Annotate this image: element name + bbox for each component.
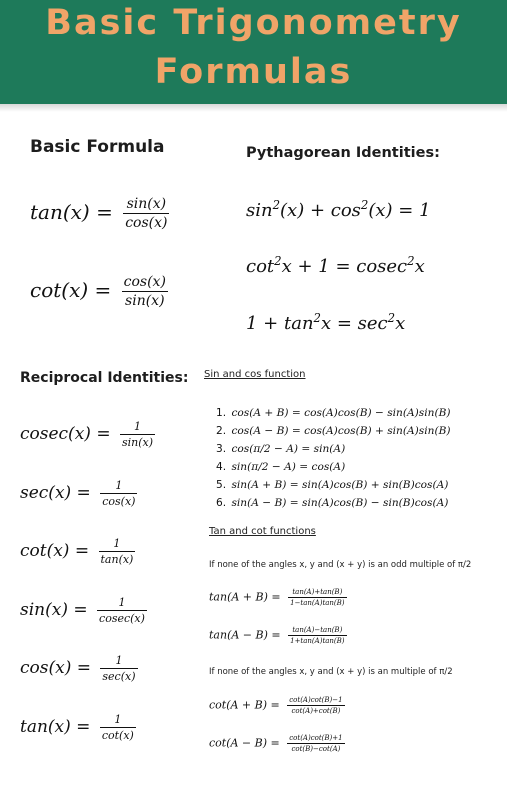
formula-lhs: cot(A − B) =	[209, 736, 280, 750]
fraction	[123, 196, 169, 231]
fraction	[99, 537, 136, 566]
formula-lhs: cot(A + B) =	[209, 698, 280, 712]
formula-lhs: tan(A + B) =	[209, 590, 281, 604]
expr-part: cot	[246, 256, 275, 277]
reciprocal-cot	[20, 537, 135, 566]
fraction-numerator: 1	[100, 713, 136, 728]
item-expression: sin(π/2 − A) = cos(A)	[231, 461, 346, 473]
reciprocal-cosec	[20, 420, 155, 449]
fraction-denominator: sin(x)	[125, 293, 165, 309]
reciprocal-cos	[20, 654, 138, 683]
fraction	[100, 713, 136, 742]
formula-lhs: tan(A − B) =	[209, 628, 281, 642]
basic-formula-cot	[30, 274, 168, 309]
title-line-1: Basic Trigonometry	[45, 3, 462, 43]
cot-sum-formula	[209, 696, 345, 715]
fraction	[100, 654, 137, 683]
formula-lhs: cot(x) =	[20, 541, 90, 561]
expr-part: x + 1 = cosec	[281, 256, 408, 277]
basic-formula-heading: Basic Formula	[30, 137, 165, 157]
tan-cot-subheading: Tan and cot functions	[209, 526, 316, 537]
fraction	[288, 626, 346, 645]
fraction-denominator: cot(A)+cot(B)	[291, 707, 341, 715]
fraction-numerator: cot(A)cot(B)−1	[289, 696, 343, 704]
exponent: 2	[387, 311, 396, 325]
item-number: 5.	[216, 479, 227, 491]
tan-sum-formula	[209, 588, 347, 607]
fraction-denominator: cos(x)	[102, 495, 136, 508]
reciprocal-heading: Reciprocal Identities:	[20, 370, 189, 386]
fraction-numerator: 1	[100, 479, 137, 494]
exponent: 2	[272, 198, 281, 212]
item-number: 3.	[216, 443, 227, 455]
fraction-denominator: cot(B)−cot(A)	[291, 745, 341, 753]
tan-diff-formula	[209, 626, 347, 645]
fraction	[122, 274, 168, 309]
exponent: 2	[313, 311, 321, 325]
list-item	[216, 422, 451, 440]
formula-lhs: tan(x) =	[20, 717, 91, 737]
formula-lhs: cot(x) =	[30, 278, 112, 302]
cot-diff-formula	[209, 734, 345, 753]
list-item	[216, 476, 451, 494]
item-number: 1.	[216, 407, 227, 419]
multiple-note: If none of the angles x, y and (x + y) is an multiple of π/2	[209, 667, 453, 677]
fraction	[287, 696, 344, 715]
formula-lhs: sec(x) =	[20, 483, 91, 503]
fraction	[288, 588, 346, 607]
item-expression: cos(A − B) = cos(A)cos(B) + sin(A)sin(B)	[231, 425, 451, 437]
fraction-denominator: 1−tan(A)tan(B)	[290, 599, 345, 607]
exponent: 2	[274, 254, 282, 268]
reciprocal-sec	[20, 479, 137, 508]
fraction-denominator: cos(x)	[125, 215, 168, 231]
list-item	[216, 494, 451, 512]
pythagorean-identity-3	[246, 311, 405, 334]
fraction-numerator: cos(x)	[123, 274, 166, 290]
pythagorean-heading: Pythagorean Identities:	[246, 145, 440, 161]
fraction-denominator: cot(x)	[101, 729, 134, 742]
banner-shadow	[0, 104, 507, 112]
title-banner	[0, 0, 507, 104]
fraction-denominator: 1+tan(A)tan(B)	[290, 637, 345, 645]
item-expression: sin(A + B) = sin(A)cos(B) + sin(B)cos(A)	[231, 479, 449, 491]
fraction-denominator: tan(x)	[100, 553, 134, 566]
expr-part: x	[414, 256, 425, 277]
expr-part: x = sec	[320, 313, 388, 334]
list-item	[216, 440, 451, 458]
fraction-denominator: cosec(x)	[99, 612, 145, 625]
fraction-denominator: sin(x)	[121, 436, 154, 449]
item-expression: sin(A − B) = sin(A)cos(B) − sin(B)cos(A)	[231, 497, 449, 509]
exponent: 2	[407, 254, 415, 268]
fraction-numerator: tan(A)+tan(B)	[288, 588, 346, 598]
item-expression: cos(π/2 − A) = sin(A)	[231, 443, 346, 455]
fraction-denominator: sec(x)	[102, 670, 136, 683]
item-number: 6.	[216, 497, 227, 509]
expr-part: sin	[246, 200, 273, 221]
item-number: 4.	[216, 461, 227, 473]
exponent: 2	[360, 198, 369, 212]
fraction-numerator: 1	[120, 420, 155, 435]
expr-part: (x) = 1	[368, 200, 431, 221]
list-item	[216, 404, 451, 422]
fraction	[97, 596, 147, 625]
reciprocal-sin	[20, 596, 147, 625]
fraction-numerator: 1	[97, 596, 147, 611]
sin-cos-list	[216, 404, 451, 512]
fraction-numerator: tan(A)−tan(B)	[288, 626, 346, 636]
fraction-numerator: 1	[99, 537, 136, 552]
fraction-numerator: 1	[100, 654, 137, 669]
formula-lhs: cosec(x) =	[20, 424, 111, 444]
list-item	[216, 458, 451, 476]
expr-part: (x) + cos	[280, 200, 361, 221]
formula-lhs: cos(x) =	[20, 658, 91, 678]
expr-part: x	[395, 313, 406, 334]
pythagorean-identity-1	[246, 198, 431, 221]
sin-cos-subheading: Sin and cos function	[204, 369, 306, 380]
fraction	[100, 479, 137, 508]
basic-formula-tan	[30, 196, 169, 231]
odd-multiple-note: If none of the angles x, y and (x + y) is an odd multiple of π/2	[209, 560, 472, 570]
item-expression: cos(A + B) = cos(A)cos(B) − sin(A)sin(B)	[231, 407, 451, 419]
pythagorean-identity-2	[246, 254, 425, 277]
fraction	[120, 420, 155, 449]
formula-lhs: sin(x) =	[20, 600, 88, 620]
reciprocal-tan	[20, 713, 136, 742]
title-line-2: Formulas	[154, 52, 353, 92]
item-number: 2.	[216, 425, 227, 437]
expr-part: 1 + tan	[246, 313, 314, 334]
fraction-numerator: cot(A)cot(B)+1	[289, 734, 343, 742]
formula-lhs: tan(x) =	[30, 200, 113, 224]
fraction-numerator: sin(x)	[123, 196, 169, 214]
fraction	[287, 734, 344, 753]
